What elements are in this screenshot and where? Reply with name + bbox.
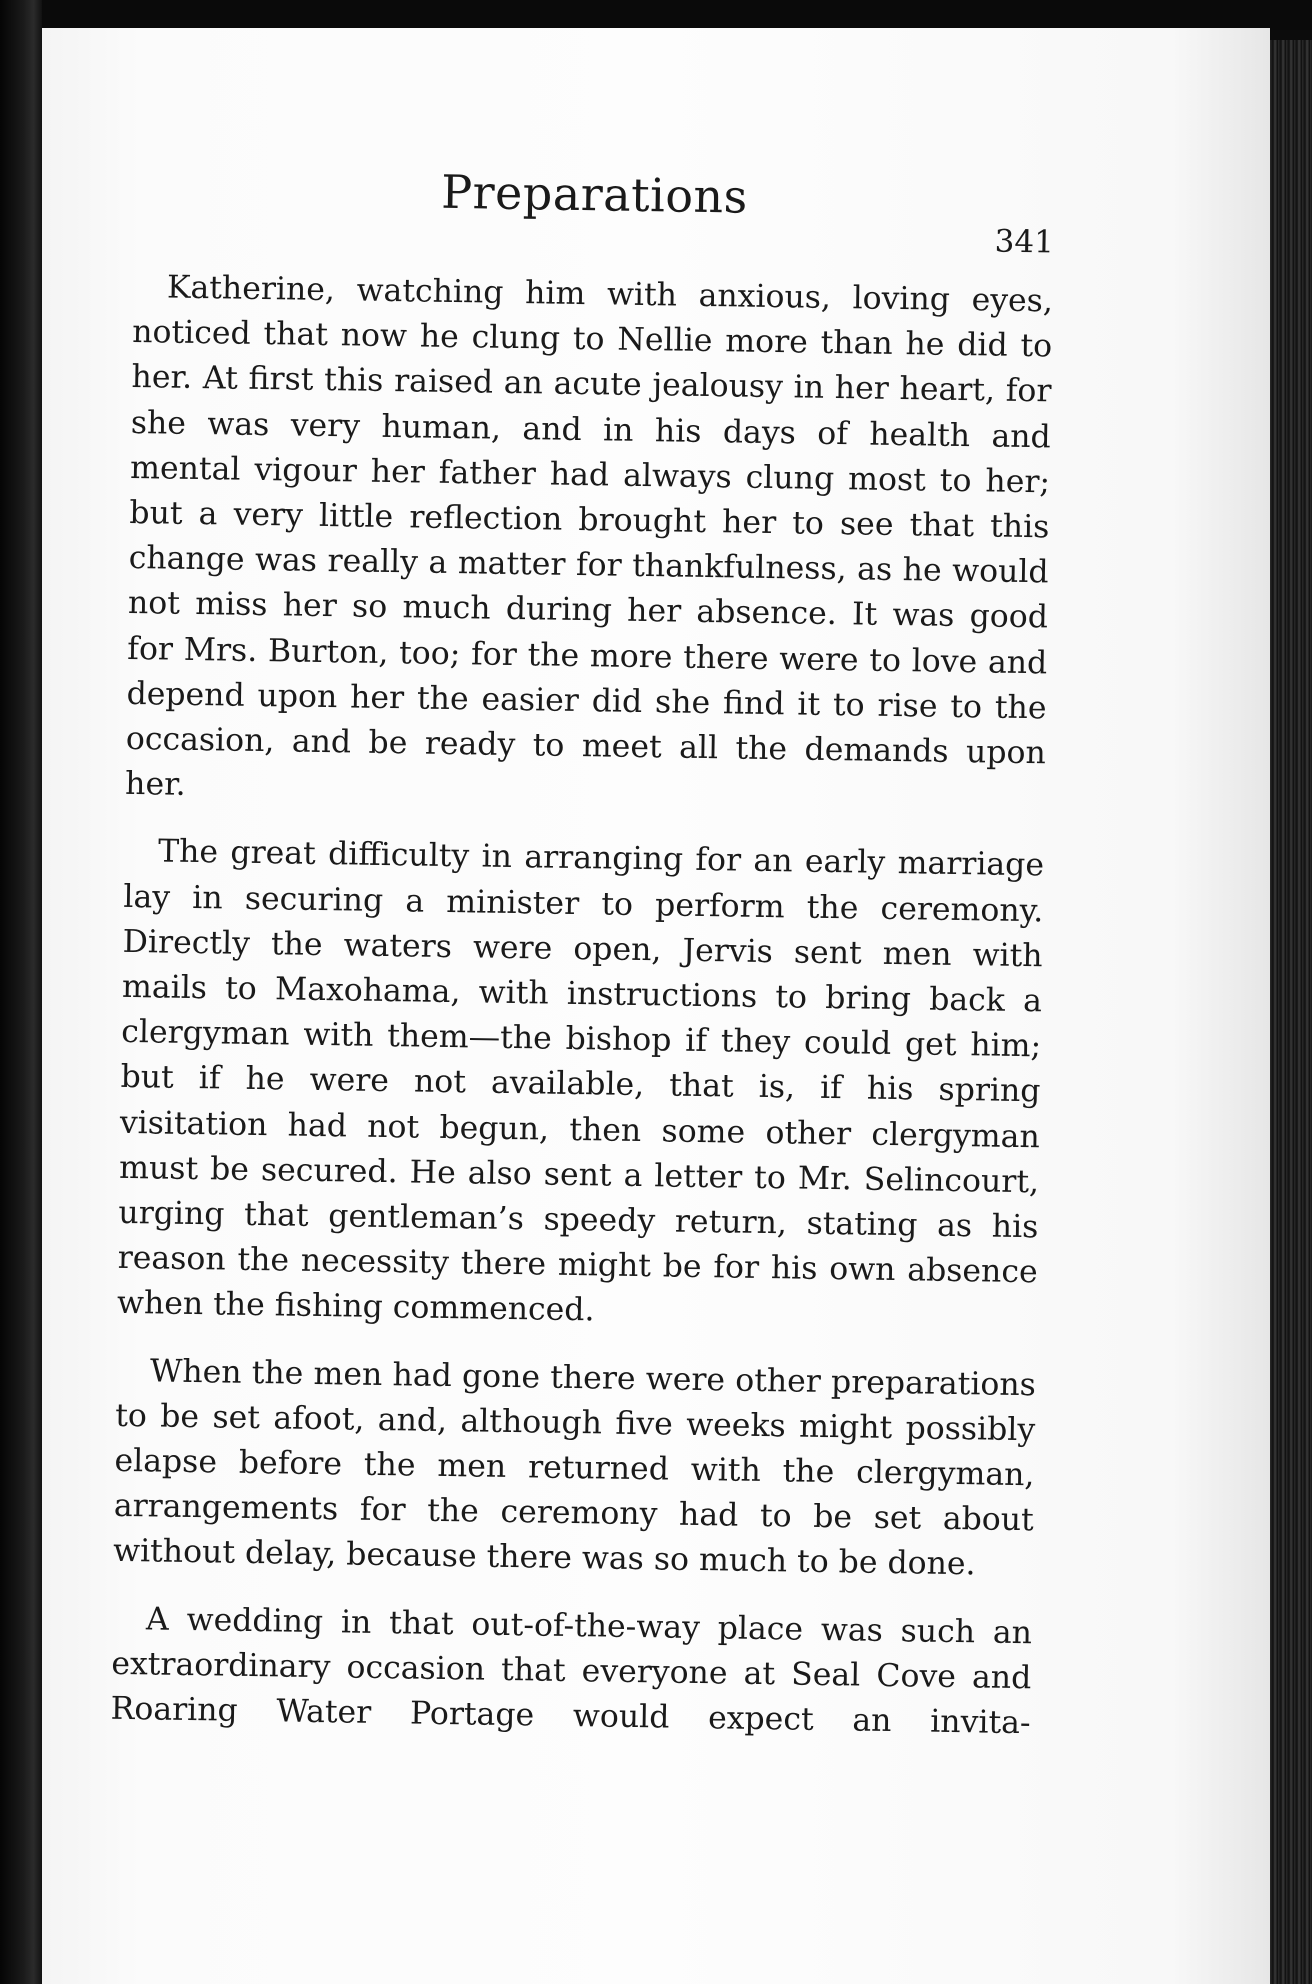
- paragraph-4: A wedding in that out-of-the-way place was such an extraordinary occasion that everyone at Seal Cove and Roaring Water Portage would expect an invita-: [110, 1601, 1033, 1742]
- page-header: [133, 160, 1055, 279]
- scan-top-border: [42, 0, 1312, 30]
- paragraph-1: Katherine, watching him with anxious, loving eyes, noticed that now he clung to Nellie more than he did to her. At first this raised an acute jealousy in her heart, for she was very human, and in his days of health and mental vigour her father had always clung most to her; but a very little reflection brought her to see that this change was really a matter for thankfulness, as he would not miss her so much during her absence. It was good for Mrs. Burton, too; for the more there were to love and depend upon her the easier did she find it to rise to the occasion, and be ready to meet all the demands upon her.: [124, 269, 1054, 804]
- running-title: Preparations: [440, 164, 749, 224]
- page-edges: [1270, 40, 1312, 1984]
- page-number: 341: [994, 223, 1055, 261]
- page-text-block: [110, 160, 1055, 1769]
- book-spine: [0, 0, 42, 1984]
- paragraph-2: The great difficulty in arranging for an early marriage lay in securing a minister to perform the ceremony. Directly the waters were open, Jervis sent men with mails to Maxohama, with instructions to bring back a clergyman with them—the bishop if they could get him; but if he were not available, that is, if his spring visitation had not begun, then some other clergyman must be secured. He also sent a letter to Mr. Selincourt, urging that gentleman’s speedy return, stating as his reason the necessity there might be for his own absence when the fishing commenced.: [116, 833, 1045, 1329]
- paragraph-3: When the men had gone there were other preparations to be set afoot, and, although five weeks might possibly elapse before the men returned with the clergyman, arrangements for the ceremony had to be set about without delay, because there was so much to be done.: [112, 1353, 1037, 1583]
